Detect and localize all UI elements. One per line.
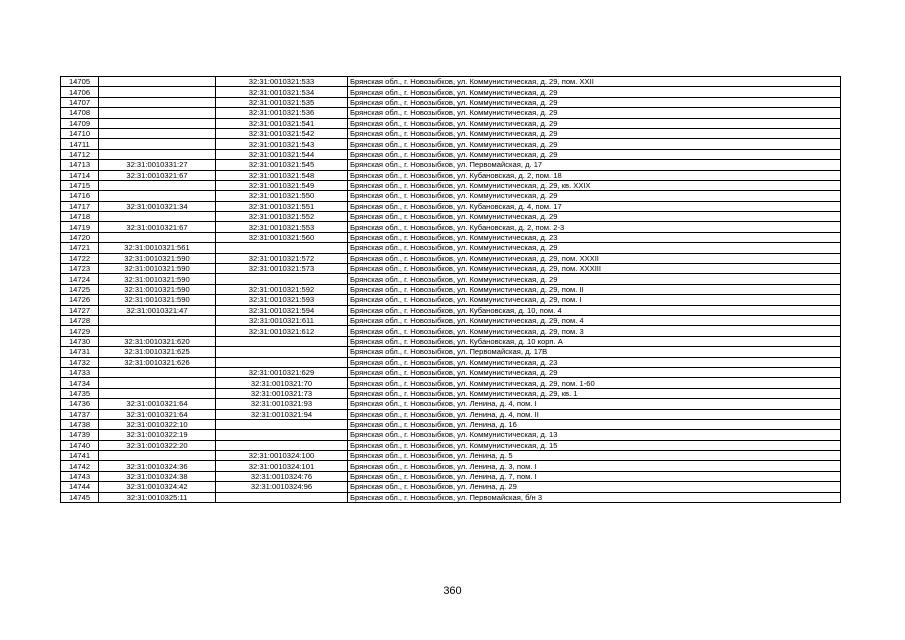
old-cadastral-number-cell xyxy=(99,378,216,388)
old-cadastral-number-cell: 32:31:0010321:590 xyxy=(99,264,216,274)
new-cadastral-number-cell xyxy=(216,274,348,284)
old-cadastral-number-cell xyxy=(99,232,216,242)
row-number-cell: 14739 xyxy=(61,430,99,440)
row-number-cell: 14731 xyxy=(61,347,99,357)
old-cadastral-number-cell xyxy=(99,212,216,222)
new-cadastral-number-cell: 32:31:0010324:101 xyxy=(216,461,348,471)
address-cell: Брянская обл., г. Новозыбков, ул. Ленина, д. 29 xyxy=(348,482,841,492)
row-number-cell: 14736 xyxy=(61,399,99,409)
row-number-cell: 14725 xyxy=(61,284,99,294)
new-cadastral-number-cell: 32:31:0010321:594 xyxy=(216,305,348,315)
new-cadastral-number-cell xyxy=(216,243,348,253)
old-cadastral-number-cell: 32:31:0010322:10 xyxy=(99,419,216,429)
table-row xyxy=(61,482,841,492)
row-number-cell: 14712 xyxy=(61,149,99,159)
address-cell: Брянская обл., г. Новозыбков, ул. Коммунистическая, д. 29, пом. II xyxy=(348,284,841,294)
address-cell: Брянская обл., г. Новозыбков, ул. Коммунистическая, д. 29 xyxy=(348,128,841,138)
address-cell: Брянская обл., г. Новозыбков, ул. Коммунистическая, д. 29 xyxy=(348,367,841,377)
table-row xyxy=(61,253,841,263)
old-cadastral-number-cell xyxy=(99,149,216,159)
new-cadastral-number-cell xyxy=(216,440,348,450)
old-cadastral-number-cell: 32:31:0010321:620 xyxy=(99,336,216,346)
old-cadastral-number-cell xyxy=(99,367,216,377)
address-cell: Брянская обл., г. Новозыбков, ул. Ленина, д. 4, пом. I xyxy=(348,399,841,409)
old-cadastral-number-cell xyxy=(99,180,216,190)
row-number-cell: 14724 xyxy=(61,274,99,284)
table-row xyxy=(61,409,841,419)
address-cell: Брянская обл., г. Новозыбков, ул. Кубановская, д. 2, пом. 2-3 xyxy=(348,222,841,232)
address-cell: Брянская обл., г. Новозыбков, ул. Коммунистическая, д. 29, пом. 4 xyxy=(348,315,841,325)
table-row xyxy=(61,367,841,377)
new-cadastral-number-cell: 32:31:0010321:545 xyxy=(216,160,348,170)
old-cadastral-number-cell: 32:31:0010321:590 xyxy=(99,274,216,284)
address-cell: Брянская обл., г. Новозыбков, ул. Коммунистическая, д. 29, кв. XXIX xyxy=(348,180,841,190)
address-cell: Брянская обл., г. Новозыбков, ул. Коммунистическая, д. 29 xyxy=(348,191,841,201)
row-number-cell: 14734 xyxy=(61,378,99,388)
new-cadastral-number-cell: 32:31:0010321:550 xyxy=(216,191,348,201)
address-cell: Брянская обл., г. Новозыбков, ул. Коммунистическая, д. 29 xyxy=(348,139,841,149)
address-cell: Брянская обл., г. Новозыбков, ул. Коммунистическая, д. 29 xyxy=(348,243,841,253)
table-row xyxy=(61,295,841,305)
new-cadastral-number-cell xyxy=(216,357,348,367)
table-row xyxy=(61,315,841,325)
new-cadastral-number-cell: 32:31:0010321:573 xyxy=(216,264,348,274)
new-cadastral-number-cell xyxy=(216,492,348,502)
old-cadastral-number-cell xyxy=(99,191,216,201)
old-cadastral-number-cell: 32:31:0010321:67 xyxy=(99,222,216,232)
address-cell: Брянская обл., г. Новозыбков, ул. Ленина, д. 4, пом. II xyxy=(348,409,841,419)
row-number-cell: 14710 xyxy=(61,128,99,138)
address-cell: Брянская обл., г. Новозыбков, ул. Коммунистическая, д. 29, пом. XXXII xyxy=(348,253,841,263)
table-row xyxy=(61,232,841,242)
row-number-cell: 14730 xyxy=(61,336,99,346)
table-row xyxy=(61,430,841,440)
new-cadastral-number-cell: 32:31:0010324:100 xyxy=(216,451,348,461)
table-row xyxy=(61,149,841,159)
address-cell: Брянская обл., г. Новозыбков, ул. Коммунистическая, д. 23 xyxy=(348,232,841,242)
address-cell: Брянская обл., г. Новозыбков, ул. Коммунистическая, д. 29 xyxy=(348,108,841,118)
table-row xyxy=(61,471,841,481)
old-cadastral-number-cell xyxy=(99,97,216,107)
address-cell: Брянская обл., г. Новозыбков, ул. Коммунистическая, д. 29, пом. XXII xyxy=(348,77,841,87)
table-row xyxy=(61,212,841,222)
table-row xyxy=(61,170,841,180)
row-number-cell: 14720 xyxy=(61,232,99,242)
old-cadastral-number-cell xyxy=(99,315,216,325)
new-cadastral-number-cell: 32:31:0010321:533 xyxy=(216,77,348,87)
address-cell: Брянская обл., г. Новозыбков, ул. Ленина, д. 5 xyxy=(348,451,841,461)
old-cadastral-number-cell: 32:31:0010321:561 xyxy=(99,243,216,253)
old-cadastral-number-cell: 32:31:0010321:64 xyxy=(99,409,216,419)
address-cell: Брянская обл., г. Новозыбков, ул. Первомайская, д. 17 xyxy=(348,160,841,170)
row-number-cell: 14727 xyxy=(61,305,99,315)
row-number-cell: 14705 xyxy=(61,77,99,87)
row-number-cell: 14717 xyxy=(61,201,99,211)
registry-table-body xyxy=(61,77,841,503)
old-cadastral-number-cell: 32:31:0010321:626 xyxy=(99,357,216,367)
new-cadastral-number-cell: 32:31:0010321:552 xyxy=(216,212,348,222)
old-cadastral-number-cell: 32:31:0010322:19 xyxy=(99,430,216,440)
address-cell: Брянская обл., г. Новозыбков, ул. Коммунистическая, д. 29 xyxy=(348,149,841,159)
table-row xyxy=(61,326,841,336)
row-number-cell: 14742 xyxy=(61,461,99,471)
address-cell: Брянская обл., г. Новозыбков, ул. Коммунистическая, д. 29 xyxy=(348,274,841,284)
row-number-cell: 14706 xyxy=(61,87,99,97)
new-cadastral-number-cell: 32:31:0010321:551 xyxy=(216,201,348,211)
table-row xyxy=(61,378,841,388)
address-cell: Брянская обл., г. Новозыбков, ул. Коммунистическая, д. 29, пом. 3 xyxy=(348,326,841,336)
table-row xyxy=(61,492,841,502)
table-row xyxy=(61,191,841,201)
old-cadastral-number-cell: 32:31:0010325:11 xyxy=(99,492,216,502)
row-number-cell: 14711 xyxy=(61,139,99,149)
table-row xyxy=(61,347,841,357)
new-cadastral-number-cell: 32:31:0010324:96 xyxy=(216,482,348,492)
table-row xyxy=(61,357,841,367)
old-cadastral-number-cell: 32:31:0010331:27 xyxy=(99,160,216,170)
new-cadastral-number-cell: 32:31:0010321:70 xyxy=(216,378,348,388)
address-cell: Брянская обл., г. Новозыбков, ул. Коммунистическая, д. 13 xyxy=(348,430,841,440)
new-cadastral-number-cell: 32:31:0010321:543 xyxy=(216,139,348,149)
address-cell: Брянская обл., г. Новозыбков, ул. Ленина, д. 16 xyxy=(348,419,841,429)
old-cadastral-number-cell: 32:31:0010321:590 xyxy=(99,253,216,263)
row-number-cell: 14740 xyxy=(61,440,99,450)
table-row xyxy=(61,128,841,138)
new-cadastral-number-cell: 32:31:0010321:544 xyxy=(216,149,348,159)
new-cadastral-number-cell: 32:31:0010321:93 xyxy=(216,399,348,409)
old-cadastral-number-cell: 32:31:0010321:47 xyxy=(99,305,216,315)
row-number-cell: 14732 xyxy=(61,357,99,367)
row-number-cell: 14718 xyxy=(61,212,99,222)
address-cell: Брянская обл., г. Новозыбков, ул. Коммунистическая, д. 29 xyxy=(348,97,841,107)
old-cadastral-number-cell xyxy=(99,118,216,128)
table-row xyxy=(61,118,841,128)
row-number-cell: 14744 xyxy=(61,482,99,492)
new-cadastral-number-cell: 32:31:0010321:534 xyxy=(216,87,348,97)
row-number-cell: 14745 xyxy=(61,492,99,502)
old-cadastral-number-cell: 32:31:0010321:590 xyxy=(99,295,216,305)
old-cadastral-number-cell: 32:31:0010321:625 xyxy=(99,347,216,357)
old-cadastral-number-cell: 32:31:0010324:42 xyxy=(99,482,216,492)
old-cadastral-number-cell xyxy=(99,128,216,138)
new-cadastral-number-cell xyxy=(216,347,348,357)
address-cell: Брянская обл., г. Новозыбков, ул. Коммунистическая, д. 29 xyxy=(348,118,841,128)
row-number-cell: 14726 xyxy=(61,295,99,305)
address-cell: Брянская обл., г. Новозыбков, ул. Коммунистическая, д. 29, пом. I xyxy=(348,295,841,305)
old-cadastral-number-cell xyxy=(99,77,216,87)
old-cadastral-number-cell xyxy=(99,87,216,97)
address-cell: Брянская обл., г. Новозыбков, ул. Коммунистическая, д. 15 xyxy=(348,440,841,450)
row-number-cell: 14728 xyxy=(61,315,99,325)
table-row xyxy=(61,274,841,284)
new-cadastral-number-cell: 32:31:0010321:549 xyxy=(216,180,348,190)
new-cadastral-number-cell: 32:31:0010321:94 xyxy=(216,409,348,419)
row-number-cell: 14709 xyxy=(61,118,99,128)
new-cadastral-number-cell: 32:31:0010321:560 xyxy=(216,232,348,242)
new-cadastral-number-cell: 32:31:0010321:629 xyxy=(216,367,348,377)
new-cadastral-number-cell: 32:31:0010324:76 xyxy=(216,471,348,481)
table-row xyxy=(61,399,841,409)
address-cell: Брянская обл., г. Новозыбков, ул. Первомайская, б/н 3 xyxy=(348,492,841,502)
row-number-cell: 14743 xyxy=(61,471,99,481)
table-row xyxy=(61,451,841,461)
table-row xyxy=(61,180,841,190)
new-cadastral-number-cell: 32:31:0010321:593 xyxy=(216,295,348,305)
new-cadastral-number-cell xyxy=(216,419,348,429)
address-cell: Брянская обл., г. Новозыбков, ул. Коммунистическая, д. 29, пом. XXXIII xyxy=(348,264,841,274)
row-number-cell: 14735 xyxy=(61,388,99,398)
table-row xyxy=(61,461,841,471)
new-cadastral-number-cell: 32:31:0010321:535 xyxy=(216,97,348,107)
address-cell: Брянская обл., г. Новозыбков, ул. Коммунистическая, д. 29 xyxy=(348,212,841,222)
row-number-cell: 14721 xyxy=(61,243,99,253)
table-row xyxy=(61,77,841,87)
old-cadastral-number-cell xyxy=(99,139,216,149)
new-cadastral-number-cell: 32:31:0010321:536 xyxy=(216,108,348,118)
new-cadastral-number-cell xyxy=(216,430,348,440)
row-number-cell: 14733 xyxy=(61,367,99,377)
new-cadastral-number-cell: 32:31:0010321:542 xyxy=(216,128,348,138)
old-cadastral-number-cell: 32:31:0010321:34 xyxy=(99,201,216,211)
address-cell: Брянская обл., г. Новозыбков, ул. Кубановская, д. 10, пом. 4 xyxy=(348,305,841,315)
address-cell: Брянская обл., г. Новозыбков, ул. Кубановская, д. 2, пом. 18 xyxy=(348,170,841,180)
address-cell: Брянская обл., г. Новозыбков, ул. Кубановская, д. 10 корп. А xyxy=(348,336,841,346)
old-cadastral-number-cell xyxy=(99,451,216,461)
address-cell: Брянская обл., г. Новозыбков, ул. Коммунистическая, д. 23 xyxy=(348,357,841,367)
row-number-cell: 14713 xyxy=(61,160,99,170)
row-number-cell: 14714 xyxy=(61,170,99,180)
new-cadastral-number-cell: 32:31:0010321:548 xyxy=(216,170,348,180)
row-number-cell: 14715 xyxy=(61,180,99,190)
new-cadastral-number-cell: 32:31:0010321:611 xyxy=(216,315,348,325)
table-row xyxy=(61,97,841,107)
new-cadastral-number-cell: 32:31:0010321:73 xyxy=(216,388,348,398)
old-cadastral-number-cell: 32:31:0010321:67 xyxy=(99,170,216,180)
row-number-cell: 14716 xyxy=(61,191,99,201)
row-number-cell: 14707 xyxy=(61,97,99,107)
row-number-cell: 14729 xyxy=(61,326,99,336)
table-row xyxy=(61,201,841,211)
row-number-cell: 14722 xyxy=(61,253,99,263)
address-cell: Брянская обл., г. Новозыбков, ул. Ленина, д. 3, пом. I xyxy=(348,461,841,471)
new-cadastral-number-cell: 32:31:0010321:612 xyxy=(216,326,348,336)
table-row xyxy=(61,284,841,294)
table-row xyxy=(61,419,841,429)
table-row xyxy=(61,264,841,274)
table-row xyxy=(61,305,841,315)
new-cadastral-number-cell: 32:31:0010321:553 xyxy=(216,222,348,232)
old-cadastral-number-cell: 32:31:0010322:20 xyxy=(99,440,216,450)
address-cell: Брянская обл., г. Новозыбков, ул. Кубановская, д. 4, пом. 17 xyxy=(348,201,841,211)
old-cadastral-number-cell: 32:31:0010324:36 xyxy=(99,461,216,471)
old-cadastral-number-cell: 32:31:0010324:38 xyxy=(99,471,216,481)
registry-table-container xyxy=(60,76,840,503)
row-number-cell: 14708 xyxy=(61,108,99,118)
address-cell: Брянская обл., г. Новозыбков, ул. Первомайская, д. 17В xyxy=(348,347,841,357)
page-number: 360 xyxy=(443,585,462,597)
table-row xyxy=(61,139,841,149)
address-cell: Брянская обл., г. Новозыбков, ул. Коммунистическая, д. 29, кв. 1 xyxy=(348,388,841,398)
old-cadastral-number-cell: 32:31:0010321:590 xyxy=(99,284,216,294)
old-cadastral-number-cell xyxy=(99,326,216,336)
row-number-cell: 14723 xyxy=(61,264,99,274)
new-cadastral-number-cell: 32:31:0010321:572 xyxy=(216,253,348,263)
address-cell: Брянская обл., г. Новозыбков, ул. Ленина, д. 7, пом. I xyxy=(348,471,841,481)
row-number-cell: 14738 xyxy=(61,419,99,429)
new-cadastral-number-cell xyxy=(216,336,348,346)
row-number-cell: 14719 xyxy=(61,222,99,232)
table-row xyxy=(61,336,841,346)
table-row xyxy=(61,440,841,450)
table-row xyxy=(61,160,841,170)
table-row xyxy=(61,108,841,118)
address-cell: Брянская обл., г. Новозыбков, ул. Коммунистическая, д. 29 xyxy=(348,87,841,97)
table-row xyxy=(61,243,841,253)
address-cell: Брянская обл., г. Новозыбков, ул. Коммунистическая, д. 29, пом. 1-60 xyxy=(348,378,841,388)
old-cadastral-number-cell xyxy=(99,388,216,398)
registry-table xyxy=(60,76,841,503)
new-cadastral-number-cell: 32:31:0010321:592 xyxy=(216,284,348,294)
table-row xyxy=(61,222,841,232)
table-row xyxy=(61,87,841,97)
row-number-cell: 14737 xyxy=(61,409,99,419)
old-cadastral-number-cell xyxy=(99,108,216,118)
row-number-cell: 14741 xyxy=(61,451,99,461)
new-cadastral-number-cell: 32:31:0010321:541 xyxy=(216,118,348,128)
old-cadastral-number-cell: 32:31:0010321:64 xyxy=(99,399,216,409)
table-row xyxy=(61,388,841,398)
